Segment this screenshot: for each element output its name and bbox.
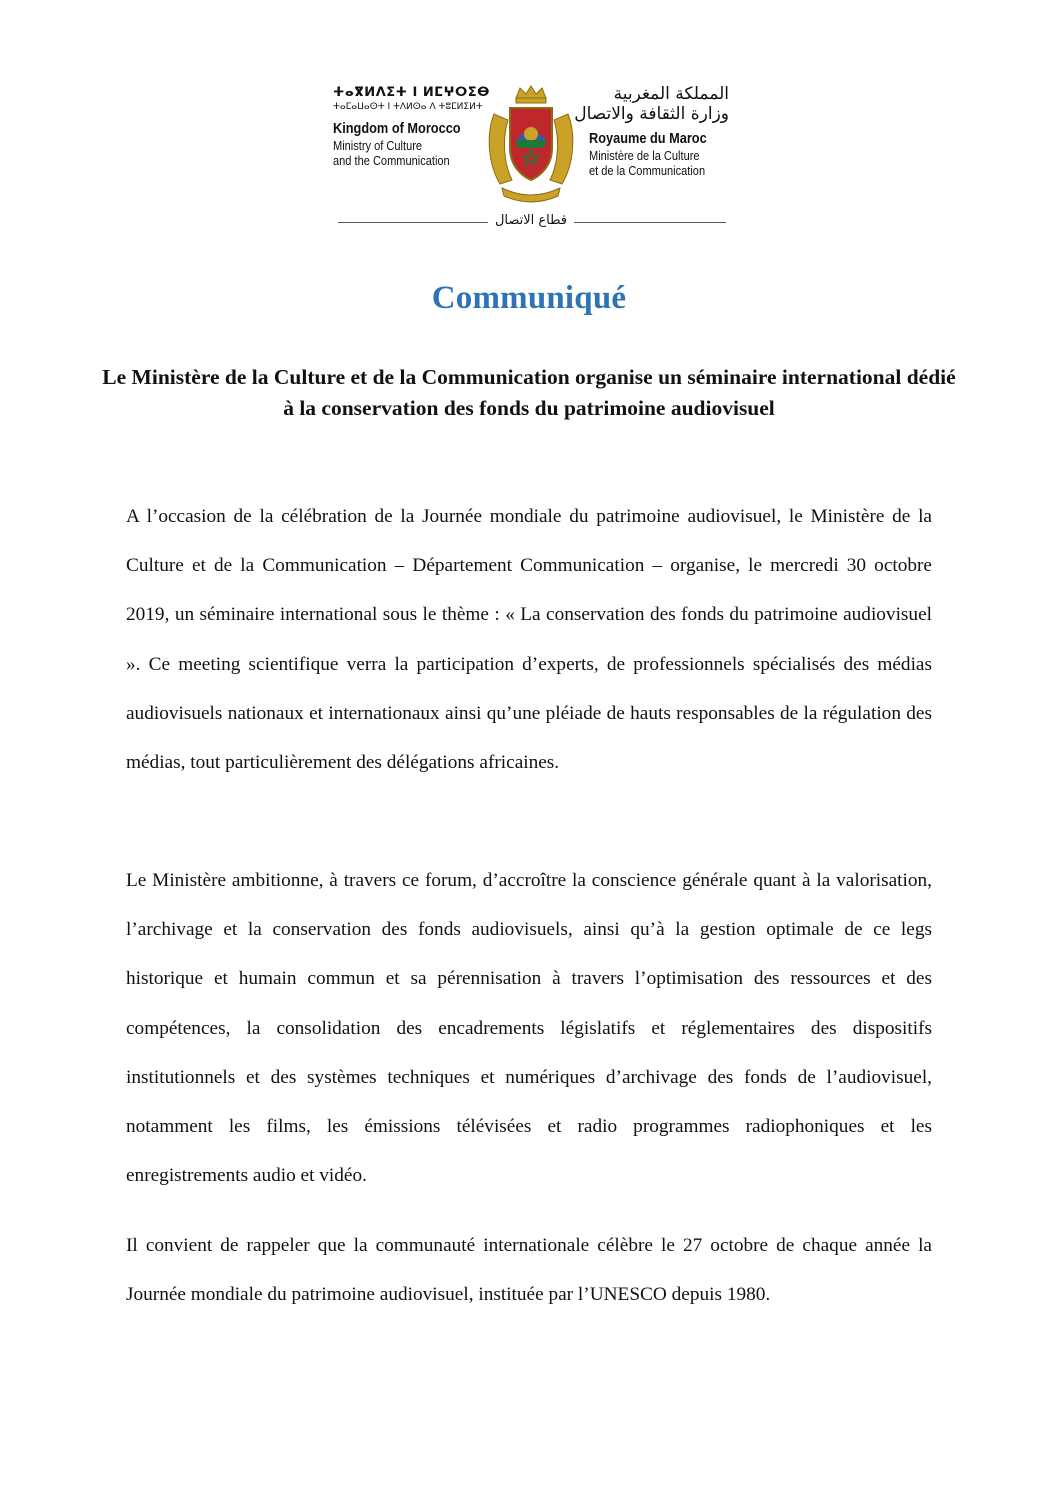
letterhead-tifinagh-line-1: ⵜⴰⴳⵍⴷⵉⵜ ⵏ ⵍⵎⵖⵔⵉⴱ: [333, 85, 490, 100]
letterhead-sector-arabic: قطاع الاتصال: [494, 213, 568, 228]
body-paragraph-1: A l’occasion de la célébration de la Journée mondiale du patrimoine audiovisuel, le Ministère de la Culture et de la Communication – Département Communication – organise, le mercredi 30 octobre 2019, un séminaire international sous le thème : « La conservation des fonds du patrimoine audiovisuel ». Ce meeting scientifique verra la participation d’experts, de professionnels spécialisés des médias audiovisuels nationaux et internationaux ainsi qu’une pléiade de hauts responsables de la régulation des médias, tout particulièrement des délégations africaines.: [126, 506, 932, 774]
letterhead-ministry-fr-1: Ministère de la Culture: [589, 148, 700, 163]
letterhead-divider: [338, 215, 726, 229]
body-paragraph-3: Il convient de rappeler que la communauté internationale célèbre le 27 octobre de chaque année la Journée mondiale du patrimoine audiovisuel, instituée par l’UNESCO depuis 1980.: [126, 1235, 932, 1306]
letterhead-tifinagh-line-2: ⵜⴰⵎⴰⵡⴰⵙⵜ ⵏ ⵜⴷⵍⵙⴰ ⴷ ⵜⵓⵎⵍⵉⵍⵜ: [333, 102, 483, 112]
body-paragraph-2: Le Ministère ambitionne, à travers ce forum, d’accroître la conscience générale quant à la valorisation, l’archivage et la conservation des fonds audiovisuels, ainsi qu’à la gestion optimale de ce legs historique et humain commun et sa pérennisation à travers l’optimisation des ressources et des compétences, la consolidation des encadrements législatifs et réglementaires des dispositifs institutionnels et des systèmes techniques et numériques d’archivage des fonds de l’audiovisuel, notamment les films, les émissions télévisées et radio programmes radiophoniques et les enregistrements audio et vidéo.: [126, 870, 932, 1187]
headline: Le Ministère de la Culture et de la Communication organise un séminaire international dédié à la conservation des fonds du patrimoine audiovisuel: [102, 365, 956, 420]
letterhead-kingdom-fr: Royaume du Maroc: [589, 131, 707, 147]
letterhead-english-block: [333, 84, 490, 168]
letterhead-ministry-en-1: Ministry of Culture: [333, 138, 423, 153]
letterhead-french-block: [574, 84, 729, 178]
document-title: Communiqué: [431, 280, 627, 316]
letterhead-kingdom-en: Kingdom of Morocco: [333, 121, 461, 137]
letterhead-ministry-en-2: and the Communication: [333, 153, 450, 168]
divider-line-right: [574, 222, 726, 223]
letterhead-arabic-line-1: المملكة المغربية: [613, 84, 729, 104]
letterhead-ministry-fr-2: et de la Communication: [589, 163, 706, 178]
coat-of-arms-icon: [478, 84, 584, 204]
letterhead: [333, 84, 729, 234]
divider-line-left: [338, 222, 488, 223]
letterhead-arabic-line-2: وزارة الثقافة والاتصال: [574, 104, 729, 124]
